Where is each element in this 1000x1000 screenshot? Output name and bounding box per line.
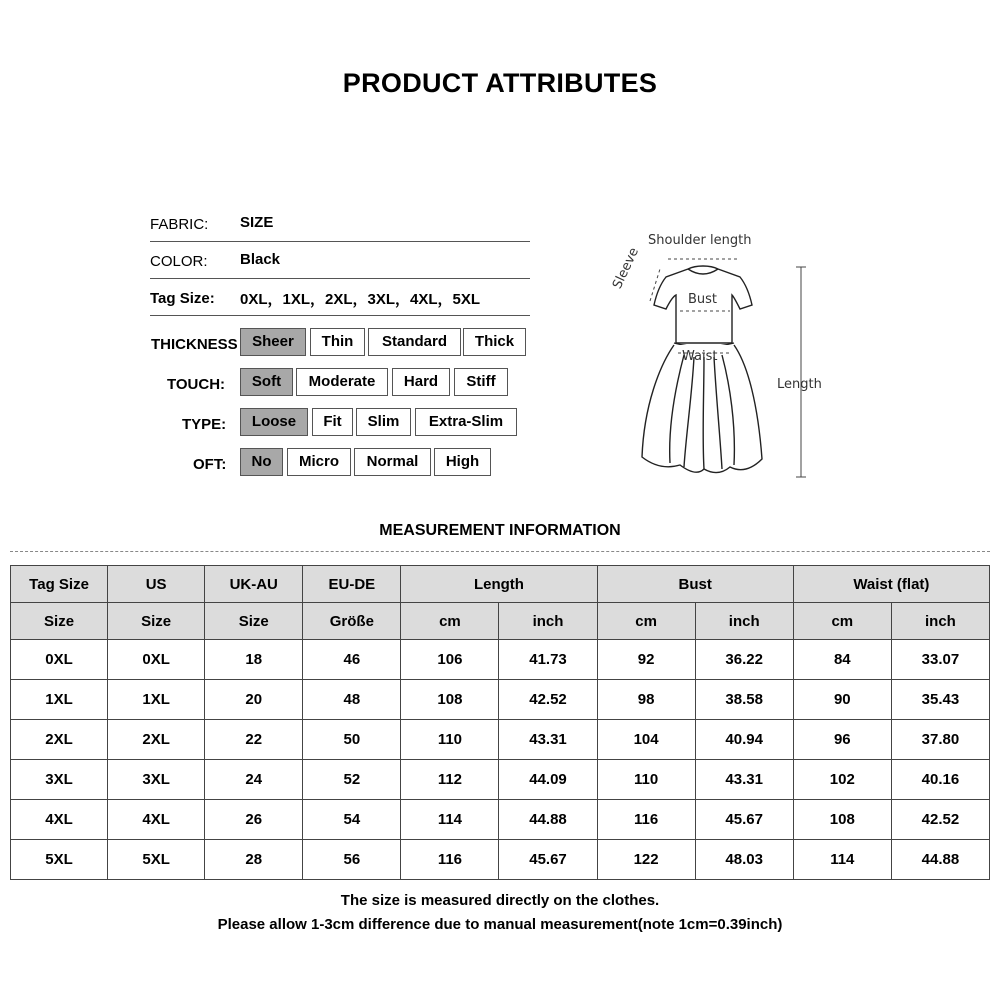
attr-value: 0XL，1XL，2XL，3XL，4XL，5XL xyxy=(240,291,481,308)
attr-tag-size xyxy=(150,282,530,316)
header-cell: inch xyxy=(891,603,989,640)
table-cell: 22 xyxy=(205,720,303,760)
table-subheader-row xyxy=(11,603,990,640)
table-cell: 92 xyxy=(597,640,695,680)
table-cell: 52 xyxy=(303,760,401,800)
table-row xyxy=(11,640,990,680)
table-row xyxy=(11,720,990,760)
table-cell: 43.31 xyxy=(499,720,597,760)
attr-label: Tag Size: xyxy=(150,290,215,307)
table-cell: 37.80 xyxy=(891,720,989,760)
divider xyxy=(150,278,530,279)
option-extra-slim[interactable]: Extra-Slim xyxy=(415,408,517,436)
table-cell: 5XL xyxy=(108,840,205,880)
option-loose[interactable]: Loose xyxy=(240,408,308,436)
option-normal[interactable]: Normal xyxy=(354,448,431,476)
table-cell: 45.67 xyxy=(499,840,597,880)
note-difference: Please allow 1-3cm difference due to manual measurement(note 1cm=0.39inch) xyxy=(217,916,783,933)
label-length: Length xyxy=(777,377,822,392)
table-cell: 4XL xyxy=(108,800,205,840)
table-cell: 46 xyxy=(303,640,401,680)
header-cell: Bust xyxy=(597,566,793,603)
attr-value: SIZE xyxy=(240,214,274,231)
table-cell: 43.31 xyxy=(695,760,793,800)
table-cell: 110 xyxy=(597,760,695,800)
table-cell: 41.73 xyxy=(499,640,597,680)
table-cell: 90 xyxy=(793,680,891,720)
header-cell: Size xyxy=(108,603,205,640)
header-cell: UK-AU xyxy=(205,566,303,603)
table-cell: 44.88 xyxy=(499,800,597,840)
table-cell: 18 xyxy=(205,640,303,680)
header-cell: Size xyxy=(11,603,108,640)
table-cell: 44.88 xyxy=(891,840,989,880)
table-body xyxy=(11,640,990,880)
option-label: THICKNESS xyxy=(151,336,238,353)
table-cell: 56 xyxy=(303,840,401,880)
table-cell: 4XL xyxy=(11,800,108,840)
header-cell: Length xyxy=(401,566,597,603)
label-bust: Bust xyxy=(688,292,718,307)
table-cell: 0XL xyxy=(108,640,205,680)
option-standard[interactable]: Standard xyxy=(368,328,461,356)
table-cell: 2XL xyxy=(108,720,205,760)
table-cell: 1XL xyxy=(11,680,108,720)
table-cell: 108 xyxy=(401,680,499,720)
attr-label: COLOR: xyxy=(150,253,208,270)
table-cell: 114 xyxy=(401,800,499,840)
option-row-type xyxy=(150,408,530,438)
header-cell: inch xyxy=(695,603,793,640)
table-cell: 48 xyxy=(303,680,401,720)
option-soft[interactable]: Soft xyxy=(240,368,293,396)
option-row-thickness xyxy=(150,328,530,358)
divider xyxy=(150,315,530,316)
option-fit[interactable]: Fit xyxy=(312,408,353,436)
table-cell: 54 xyxy=(303,800,401,840)
table-cell: 112 xyxy=(401,760,499,800)
option-slim[interactable]: Slim xyxy=(356,408,411,436)
option-moderate[interactable]: Moderate xyxy=(296,368,388,396)
header-cell: cm xyxy=(401,603,499,640)
label-sleeve: Sleeve xyxy=(610,245,643,292)
option-label: OFT: xyxy=(193,456,227,473)
option-micro[interactable]: Micro xyxy=(287,448,351,476)
table-cell: 33.07 xyxy=(891,640,989,680)
table-cell: 20 xyxy=(205,680,303,720)
table-cell: 36.22 xyxy=(695,640,793,680)
table-cell: 108 xyxy=(793,800,891,840)
table-cell: 40.16 xyxy=(891,760,989,800)
header-cell: cm xyxy=(793,603,891,640)
size-table xyxy=(10,565,990,880)
label-shoulder-length: Shoulder length xyxy=(648,233,752,248)
table-cell: 24 xyxy=(205,760,303,800)
option-no[interactable]: No xyxy=(240,448,283,476)
option-thick[interactable]: Thick xyxy=(463,328,526,356)
table-cell: 106 xyxy=(401,640,499,680)
table-cell: 45.67 xyxy=(695,800,793,840)
table-cell: 84 xyxy=(793,640,891,680)
header-cell: Waist (flat) xyxy=(793,566,989,603)
option-sheer[interactable]: Sheer xyxy=(240,328,306,356)
option-label: TOUCH: xyxy=(167,376,226,393)
table-cell: 116 xyxy=(401,840,499,880)
table-cell: 98 xyxy=(597,680,695,720)
table-cell: 35.43 xyxy=(891,680,989,720)
page-title: PRODUCT ATTRIBUTES xyxy=(342,68,658,98)
table-cell: 5XL xyxy=(11,840,108,880)
option-row-oft xyxy=(150,448,530,478)
table-cell: 40.94 xyxy=(695,720,793,760)
header-cell: EU-DE xyxy=(303,566,401,603)
attr-value: Black xyxy=(240,251,281,268)
header-cell: Größe xyxy=(303,603,401,640)
table-row xyxy=(11,760,990,800)
option-row-touch xyxy=(150,368,530,398)
header-cell: US xyxy=(108,566,205,603)
table-row xyxy=(11,800,990,840)
table-cell: 26 xyxy=(205,800,303,840)
note-measured: The size is measured directly on the clothes. xyxy=(340,892,660,909)
table-cell: 42.52 xyxy=(499,680,597,720)
table-cell: 104 xyxy=(597,720,695,760)
table-header-row xyxy=(11,566,990,603)
header-cell: cm xyxy=(597,603,695,640)
measurement-title: MEASUREMENT INFORMATION xyxy=(379,522,621,539)
table-cell: 50 xyxy=(303,720,401,760)
option-label: TYPE: xyxy=(182,416,227,433)
table-cell: 3XL xyxy=(108,760,205,800)
option-stiff[interactable]: Stiff xyxy=(454,368,508,396)
table-cell: 2XL xyxy=(11,720,108,760)
attr-color xyxy=(150,245,530,279)
attr-label: FABRIC: xyxy=(150,216,209,233)
header-cell: Tag Size xyxy=(11,566,108,603)
table-cell: 114 xyxy=(793,840,891,880)
table-cell: 0XL xyxy=(11,640,108,680)
dashed-divider xyxy=(10,551,990,552)
table-cell: 1XL xyxy=(108,680,205,720)
table-cell: 44.09 xyxy=(499,760,597,800)
attr-fabric xyxy=(150,208,530,242)
table-cell: 42.52 xyxy=(891,800,989,840)
table-cell: 122 xyxy=(597,840,695,880)
divider xyxy=(150,241,530,242)
table-cell: 28 xyxy=(205,840,303,880)
table-cell: 38.58 xyxy=(695,680,793,720)
label-waist: Waist xyxy=(682,349,718,364)
dress-diagram xyxy=(600,225,840,485)
table-cell: 3XL xyxy=(11,760,108,800)
option-thin[interactable]: Thin xyxy=(310,328,365,356)
table-cell: 96 xyxy=(793,720,891,760)
table-row xyxy=(11,680,990,720)
option-high[interactable]: High xyxy=(434,448,491,476)
table-cell: 116 xyxy=(597,800,695,840)
table-cell: 110 xyxy=(401,720,499,760)
table-cell: 102 xyxy=(793,760,891,800)
table-cell: 48.03 xyxy=(695,840,793,880)
header-cell: Size xyxy=(205,603,303,640)
option-hard[interactable]: Hard xyxy=(392,368,450,396)
header-cell: inch xyxy=(499,603,597,640)
table-row xyxy=(11,840,990,880)
